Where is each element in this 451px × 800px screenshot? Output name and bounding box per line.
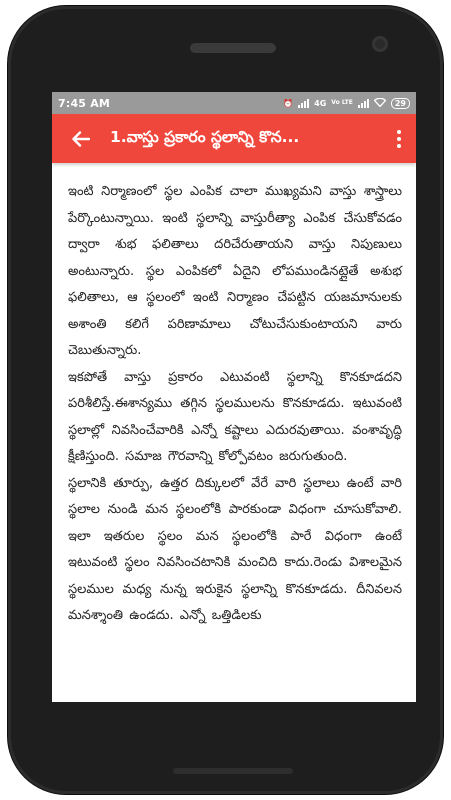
status-icons: [283, 98, 410, 109]
phone-frame: [8, 6, 443, 794]
screen: [52, 92, 416, 702]
article-paragraph: ఇకపోతే వాస్తు ప్రకారం ఎటువంటి స్థలాన్ని కొనకూడదని పరిశీలిస్తే.ఈశాన్యము తగ్గిన స్థలములను కొనకూడదు. ఇటువంటి స్థలాల్లో నివసించేవారికి ఎన్నో కష్టాలు ఎదురవుతాయి. వంశావృద్ధి క్షీణిస్తుంది. సమాజ గౌరవాన్ని కోల్పోవటం జరుగుతుంది.: [68, 369, 402, 464]
overflow-menu-button[interactable]: [382, 114, 416, 163]
back-arrow-icon: [72, 131, 90, 147]
article-body: [52, 163, 416, 630]
battery-indicator: 29: [391, 98, 410, 109]
signal-icon: [298, 99, 309, 108]
volte-indicator: Vo LTE: [331, 99, 353, 106]
article-paragraph: ఇంటి నిర్మాణంలో స్థల ఎంపిక చాలా ముఖ్యమని వాస్తు శాస్త్రాలు పేర్కొంటున్నాయి. ఇంటి స్థలాన్ని వాస్తురీత్యా ఎంపిక చేసుకోవడం ద్వారా శుభ ఫలితాలు దరిచేరుతాయని వాస్తు నిపుణులు అంటున్నారు. స్థల ఎంపికలో ఏదైని లోపముండినట్లైతే అశుభ ఫలితాలు, ఆ స్థలంలో ఇంటి నిర్మాణం చేపట్టిన యజమానులకు అశాంతి కలిగే పరిణామాలు చోటుచేసుకుంటాయని వారు చెబుతున్నారు.: [68, 184, 402, 358]
front-camera: [372, 36, 388, 52]
app-bar: [52, 114, 416, 163]
alarm-icon: ⏰: [283, 98, 294, 108]
article-paragraph: స్థలానికి తూర్పు, ఉత్తర దిక్కులలో వేరే వారి స్థలాలు ఉంటే వారి స్థలాల నుండి మన స్థలంలోకి పారకుండా విధంగా చూసుకోవాలి. ఇలా ఇతరుల స్థలం మన స్థలంలోకి పారే విధంగా ఉంటే ఇటువంటి స్థలం నివసించటానికి మంచిది కాదు.రెండు విశాలమైన స్థలముల మధ్య నున్న ఇరుకైన స్థలాన్ని కొనకూడదు. దీనివలన మనశ్శాంతి ఉండదు. ఎన్నో ఒత్తిడిలకు: [68, 475, 402, 623]
status-bar: [52, 92, 416, 114]
earpiece-speaker: [190, 43, 276, 53]
wifi-icon: [374, 98, 386, 109]
phone-bottom-bezel: [173, 768, 293, 774]
network-type: 4G: [314, 98, 327, 108]
signal-icon-2: [358, 99, 369, 108]
status-time: 7:45 AM: [58, 96, 111, 110]
page-title: 1.వాస్తు ప్రకారం స్థలాన్ని కొన...: [110, 128, 300, 146]
back-button[interactable]: [52, 114, 110, 163]
